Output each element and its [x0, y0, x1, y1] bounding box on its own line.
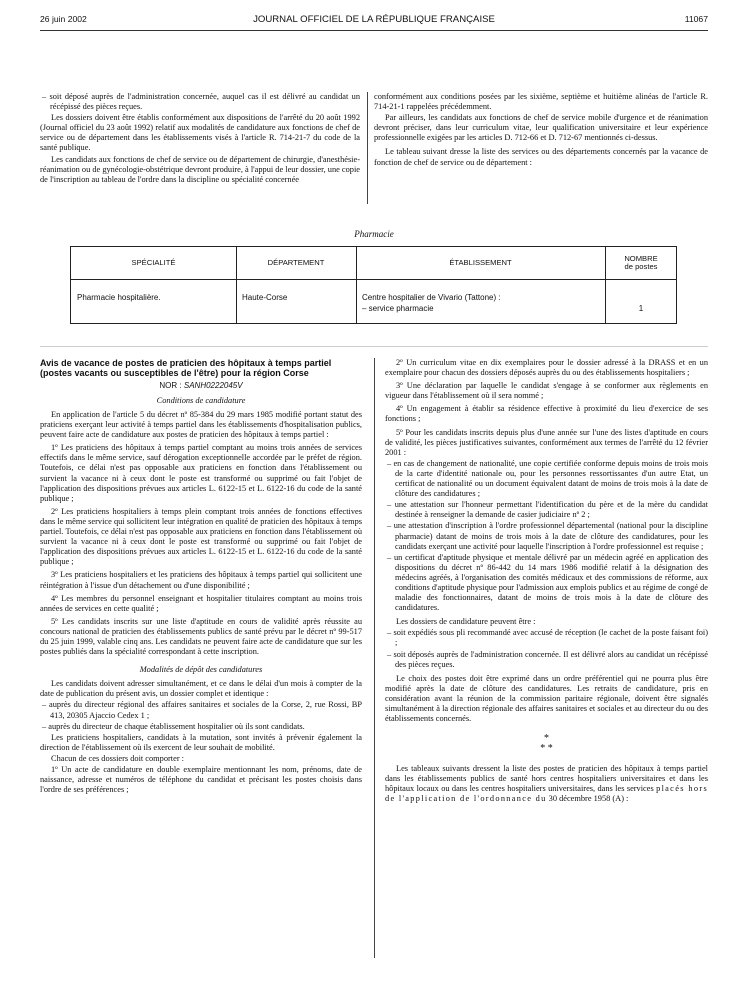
table-cell-specialite: Pharmacie hospitalière. [77, 293, 161, 302]
paragraph: 1º Un acte de candidature en double exemplaire mentionnant les nom, prénoms, date de naissance, adresse et numéros de téléphone du candidat et précisant les postes choisis dans l'ordre de ses préférences ; [40, 765, 362, 795]
table-cell-nombre: 1 [638, 304, 644, 313]
paragraph: – soit déposés auprès de l'administration concernée. Il est délivré alors au candidat un récépissé des pièces reçues. [387, 649, 708, 669]
paragraph: – une attestation d'inscription à l'ordre professionnel départemental (national pour la discipline pharmacie) datant de moins de trois mois à la date de clôture des candidatures, pour les candidats exerçant une activité pour laquelle l'inscription à l'ordre professionnel est requise ; [387, 521, 708, 551]
paragraph: 5º Pour les candidats inscrits depuis plus d'une année sur l'une des listes d'aptitude en cours de validité, les pièces justificatives suivantes, conformément aux termes de l'arrêté du 12 février 2001 : [385, 427, 708, 457]
nor-label: NOR : [159, 380, 182, 390]
section-heading: Conditions de candidature [156, 395, 246, 405]
paragraph: 3º Une déclaration par laquelle le candidat s'engage à se conformer aux règlements en vigueur dans l'établissement où il sera nommé ; [385, 381, 708, 401]
paragraph: – un certificat d'aptitude physique et mentale délivré par un médecin agréé en application des dispositions du décret nº 86-442 du 14 mars 1986 modifié relatif à la désignation des médecins agréés, à l'organisation des comités médicaux et des commissions de réforme, aux conditions d'aptitude physique pour l'admission aux emplois publics et au régime de congé de maladie des fonctionnaires, datant de moins de trois mois à la date de clôture des candidatures. [387, 552, 708, 613]
nor-code: SANH0222045V [183, 380, 243, 390]
paragraph: 2º Les praticiens hospitaliers à temps plein comptant trois années de fonctions effectives dans le même service qui sollicitent leur intégration en qualité de praticien des hôpitaux à temps partiel. Toutefois, ce délai n'est pas opposable aux praticiens en fonction dans l'établissement où survient la vacance ni à ceux dont le poste est transformé ou supprimé ou fait l'objet de l'application des dispositions prévues aux articles L. 6122-15 et L. 6122-16 du code de la santé publique ; [40, 506, 362, 567]
paragraph: – auprès du directeur régional des affaires sanitaires et sociales de la Corse, 2, rue Rossi, BP 413, 20305 Ajaccio Cedex 1 ; [42, 700, 362, 720]
paragraph: Le tableau suivant dresse la liste des services ou des départements concernés par la vacance de fonction de chef de service ou de département : [374, 147, 708, 167]
table-header-rule [71, 279, 676, 280]
table-header-etablissement: ÉTABLISSEMENT [449, 258, 512, 267]
paragraph: Les candidats aux fonctions de chef de service ou de département de chirurgie, d'anesthésie-réanimation ou de gynécologie-obstétrique devront produire, à l'appui de leur dossier, une copie de l'inscription au tableau de l'ordre dans la discipline ou spécialité concernée [40, 154, 360, 184]
paragraph: Les dossiers doivent être établis conformément aux dispositions de l'arrêté du 20 août 1992 (Journal officiel du 23 août 1992) relatif aux modalités de candidature aux fonctions de chef de service ou de département dans les établissements visés à l'article R. 714-21-7 du code de la santé publique. [40, 113, 360, 153]
final-paragraph-end: 30 décembre 1958 (A) : [548, 794, 629, 804]
paragraph: – une attestation sur l'honneur permettant l'identification du père et de la mère du candidat destinée à renseigner la demande de casier judiciaire nº 2 ; [387, 500, 708, 520]
paragraph: 4º Un engagement à établir sa résidence effective à proximité du lieu d'exercice de ses fonctions ; [385, 404, 708, 424]
separator-stars: * * * [540, 733, 553, 755]
paragraph: – en cas de changement de nationalité, une copie certifiée conforme depuis moins de trois mois de la carte d'identité nationale ou, pour les personnes ressortissantes d'un autre Etat, un certificat de nationalité ou un document équivalent datant de moins de trois mois à la date de clôture des candidatures ; [387, 458, 708, 499]
table-column-rule [356, 247, 357, 323]
section-heading: Modalités de dépôt des candidatures [139, 665, 263, 675]
top-right-column [374, 92, 708, 169]
paragraph: 5º Les candidats inscrits sur une liste d'aptitude en cours de validité après réussite au concours national de praticien des établissements publics de santé prévu par le décret nº 99-517 du 25 juin 1999, valable cinq ans. Les candidats ne peuvent faire acte de candidature que sur les postes publiés dans la spécialité correspondant à cette inscription. [40, 616, 362, 657]
page-number: 11067 [684, 14, 708, 24]
paragraph: En application de l'article 5 du décret nº 85-384 du 29 mars 1985 modifié portant statut des praticiens exerçant leur activité à temps partiel dans les établissements d'hospitalisation publics, peuvent faire acte de candidature aux postes de praticien des hôpitaux à temps partiel : [40, 410, 362, 440]
header-rule [40, 30, 708, 31]
paragraph: Les praticiens hospitaliers, candidats à la mutation, sont invités à prévenir également la direction de l'établissement où ils exercent de leur souhait de mobilité. [40, 732, 362, 752]
table-cell-etablissement-line2: – service pharmacie [362, 304, 434, 313]
paragraph: 3º Les praticiens hospitaliers et les praticiens des hôpitaux à temps partiel qui sollicitent une réintégration à l'issue d'un détachement ou d'une disponibilité ; [40, 570, 362, 590]
table-header-departement: DÉPARTEMENT [267, 258, 325, 267]
column-rule [374, 358, 375, 958]
journal-title: JOURNAL OFFICIEL DE LA RÉPUBLIQUE FRANÇAISE [253, 14, 495, 25]
issue-date: 26 juin 2002 [40, 14, 87, 24]
paragraph: Chacun de ces dossiers doit comporter : [51, 753, 185, 763]
final-paragraph-spaced: placés hors de l'application de l'ordonnance du [385, 784, 708, 804]
table-header-nombre-line2: de postes [624, 262, 658, 271]
table-header-specialite: SPÉCIALITÉ [131, 258, 176, 267]
paragraph: 4º Les membres du personnel enseignant et hospitalier titulaires comptant au moins trois années de services en cette qualité ; [40, 593, 362, 613]
paragraph: – soit expédiés sous pli recommandé avec accusé de réception (le cachet de la poste faisant foi) ; [387, 628, 708, 648]
nor-reference [40, 381, 362, 391]
column-rule [367, 92, 368, 204]
table-cell-departement: Haute-Corse [242, 293, 288, 302]
paragraph: conformément aux conditions posées par les sixième, septième et huitième alinéas de l'article R. 714-21-1 rappelées précédemment. [374, 92, 708, 112]
paragraph: 2º Un curriculum vitae en dix exemplaires pour le dossier adressé à la DRASS et en un exemplaire pour chacun des dossiers déposés auprès du ou des établissements hospitaliers ; [385, 358, 708, 378]
paragraph: 1º Les praticiens des hôpitaux à temps partiel comptant au moins trois années de services effectifs dans le même service, sauf dérogation exceptionnelle accordée par le préfet de région. Toutefois, ce délai n'est pas opposable aux praticiens en fonction dans l'établissement ou survient la vacance ni à ceux dont le poste est transformé ou supprimé ou fait l'objet de l'application des dispositions prévues aux articles L. 6122-15 et L. 6122-16 du code de la santé publique ; [40, 443, 362, 503]
section-separator [40, 346, 708, 347]
bottom-right-column [385, 358, 708, 806]
paragraph: Les candidats doivent adresser simultanément, et ce dans le délai d'un mois à compter de la date de publication du présent avis, un dossier complet et identique : [40, 679, 362, 699]
table-cell-etablissement-line1: Centre hospitalier de Vivario (Tattone) : [362, 293, 501, 302]
paragraph: – auprès du directeur de chaque établissement hospitalier où ils sont candidats. [42, 721, 305, 731]
table-caption: Pharmacie [354, 229, 394, 239]
bottom-left-column [40, 358, 362, 796]
final-paragraph [385, 764, 708, 804]
vacancy-table [70, 246, 677, 324]
running-header [40, 14, 708, 30]
paragraph: Les dossiers de candidature peuvent être : [396, 617, 536, 627]
top-left-column [40, 92, 360, 186]
table-header-nombre-line1: NOMBRE [624, 254, 658, 263]
paragraph: – soit déposé auprès de l'administration concernée, auquel cas il est délivré au candidat un récépissé des pièces reçues. [42, 92, 360, 112]
paragraph: Le choix des postes doit être exprimé dans un ordre préférentiel qui ne pourra plus être modifié après la date de clôture des candidatures. Les retraits de candidature, pris en considération avant la réunion de la commission paritaire régionale, doivent être signalés simultanément à la direction régionale des affaires sanitaires et sociales et au directeur du ou des établissements concernés. [385, 673, 708, 724]
table-header-nombre [605, 247, 677, 279]
table-column-rule [236, 247, 237, 323]
paragraph: Par ailleurs, les candidats aux fonctions de chef de service mobile d'urgence et de réanimation devront préciser, dans leur curriculum vitae, leur qualification universitaire et leur expérience professionnelle exigées par les articles D. 712-66 et D. 712-67 mentionnés ci-dessus. [374, 113, 708, 143]
final-paragraph-text: Les tableaux suivants dressent la liste des postes de praticien des hôpitaux à temps partiel dans les établissements publics de santé hors centres hospitaliers universitaires et dans les hôpitaux locaux ou dans les centres hospitaliers universitaires, dans les services [385, 764, 708, 794]
notice-title: Avis de vacance de postes de praticien des hôpitaux à temps partiel (postes vacants ou susceptibles de l'être) pour la région Corse [40, 358, 332, 379]
